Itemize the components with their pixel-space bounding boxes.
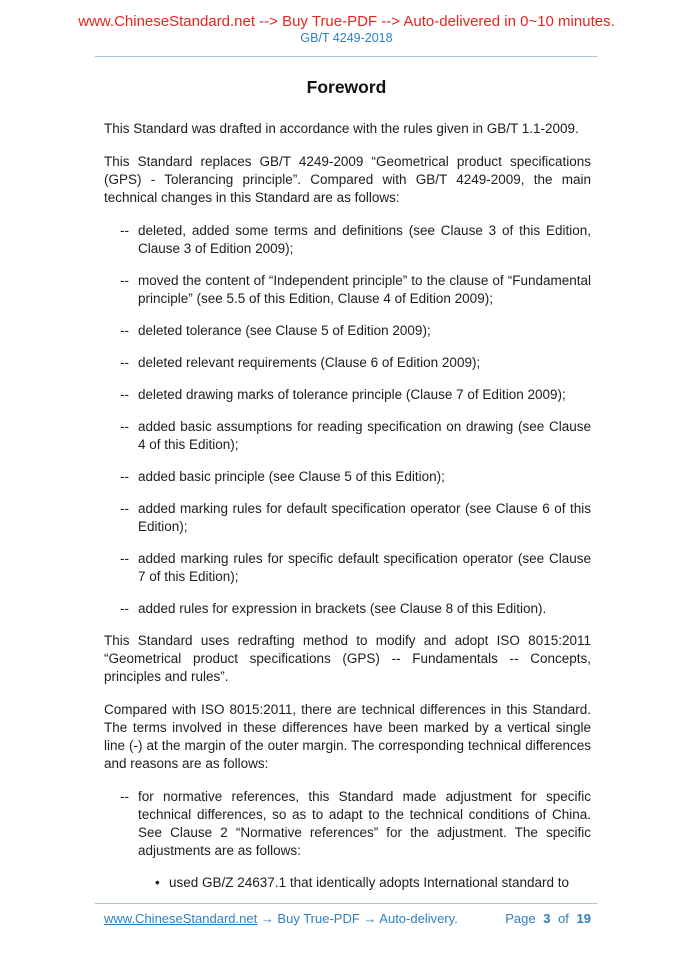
sub-list-item-text: used GB/Z 24637.1 that identically adopts International standard to bbox=[169, 875, 570, 890]
list-item bbox=[120, 272, 591, 308]
footer-promo bbox=[104, 911, 458, 926]
footer-rule bbox=[95, 903, 598, 904]
dot-bullet-marker: • bbox=[155, 875, 160, 890]
page-title: Foreword bbox=[306, 77, 387, 97]
bullet-marker: -- bbox=[120, 501, 129, 516]
list-item-text: for normative references, this Standard made adjustment for specific technical differences, so as to adapt to the technical conditions of China. See Clause 2 “Normative references” for the adjustment. The specific adjustments are as follows: bbox=[138, 789, 591, 858]
bullet-marker: -- bbox=[120, 387, 129, 402]
list-item bbox=[120, 386, 591, 404]
adjustments-sublist bbox=[155, 874, 591, 892]
list-item bbox=[120, 322, 591, 340]
list-item-text: deleted drawing marks of tolerance principle (Clause 7 of Edition 2009); bbox=[138, 387, 566, 402]
bullet-marker: -- bbox=[120, 469, 129, 484]
page-total: 19 bbox=[576, 911, 591, 926]
list-item-text: added marking rules for default specification operator (see Clause 6 of this Edition); bbox=[138, 501, 591, 534]
bullet-marker: -- bbox=[120, 273, 129, 288]
promo-banner: www.ChineseStandard.net --> Buy True-PDF --> Auto-delivered in 0~10 minutes. bbox=[78, 13, 615, 30]
standard-number: GB/T 4249-2018 bbox=[300, 31, 393, 45]
list-item bbox=[120, 600, 591, 618]
sub-list-item bbox=[155, 874, 591, 892]
bullet-marker: -- bbox=[120, 223, 129, 238]
list-item bbox=[120, 550, 591, 586]
technical-differences-list bbox=[120, 788, 591, 860]
list-item bbox=[120, 788, 591, 860]
list-item bbox=[120, 468, 591, 486]
list-item bbox=[120, 418, 591, 454]
list-item bbox=[120, 354, 591, 372]
page-footer bbox=[104, 911, 591, 926]
technical-changes-list bbox=[120, 222, 591, 618]
list-item-text: added basic assumptions for reading specification on drawing (see Clause 4 of this Edition); bbox=[138, 419, 591, 452]
bullet-marker: -- bbox=[120, 355, 129, 370]
list-item-text: deleted, added some terms and definitions (see Clause 3 of this Edition, Clause 3 of Edition 2009); bbox=[138, 223, 591, 256]
page-label: Page bbox=[505, 911, 536, 926]
list-item-text: deleted tolerance (see Clause 5 of Edition 2009); bbox=[138, 323, 431, 338]
list-item bbox=[120, 222, 591, 258]
paragraph-redrafting: This Standard uses redrafting method to modify and adopt ISO 8015:2011 “Geometrical product specifications (GPS) -- Fundamentals -- Concepts, principles and rules”. bbox=[104, 633, 591, 684]
paragraph-replaces: This Standard replaces GB/T 4249-2009 “Geometrical product specifications (GPS) - Tolerancing principle”. Compared with GB/T 4249-2009, the main technical changes in this Standard are as follows: bbox=[104, 154, 591, 205]
list-item-text: added marking rules for specific default specification operator (see Clause 7 of this Edition); bbox=[138, 551, 591, 584]
bullet-marker: -- bbox=[120, 789, 129, 804]
list-item-text: deleted relevant requirements (Clause 6 of Edition 2009); bbox=[138, 355, 481, 370]
paragraph-differences: Compared with ISO 8015:2011, there are technical differences in this Standard. The terms involved in these differences have been marked by a vertical single line (-) at the margin of the outer margin. The corresponding technical differences and reasons are as follows: bbox=[104, 702, 591, 771]
list-item bbox=[120, 500, 591, 536]
bullet-marker: -- bbox=[120, 419, 129, 434]
of-label: of bbox=[558, 911, 569, 926]
footer-site-link[interactable]: www.ChineseStandard.net bbox=[104, 911, 258, 926]
footer-promo-text: → Buy True-PDF → Auto-delivery. bbox=[257, 911, 458, 926]
bullet-marker: -- bbox=[120, 601, 129, 616]
page-current: 3 bbox=[543, 911, 551, 926]
page-indicator bbox=[501, 911, 591, 926]
list-item-text: moved the content of “Independent principle” to the clause of “Fundamental principle” (see 5.5 of this Edition, Clause 4 of Edition 2009); bbox=[138, 273, 591, 306]
bullet-marker: -- bbox=[120, 551, 129, 566]
list-item-text: added basic principle (see Clause 5 of this Edition); bbox=[138, 469, 445, 484]
list-item-text: added rules for expression in brackets (see Clause 8 of this Edition). bbox=[138, 601, 547, 616]
header-rule bbox=[95, 56, 598, 57]
paragraph-drafting: This Standard was drafted in accordance with the rules given in GB/T 1.1-2009. bbox=[104, 121, 579, 136]
bullet-marker: -- bbox=[120, 323, 129, 338]
document-body bbox=[104, 120, 591, 892]
